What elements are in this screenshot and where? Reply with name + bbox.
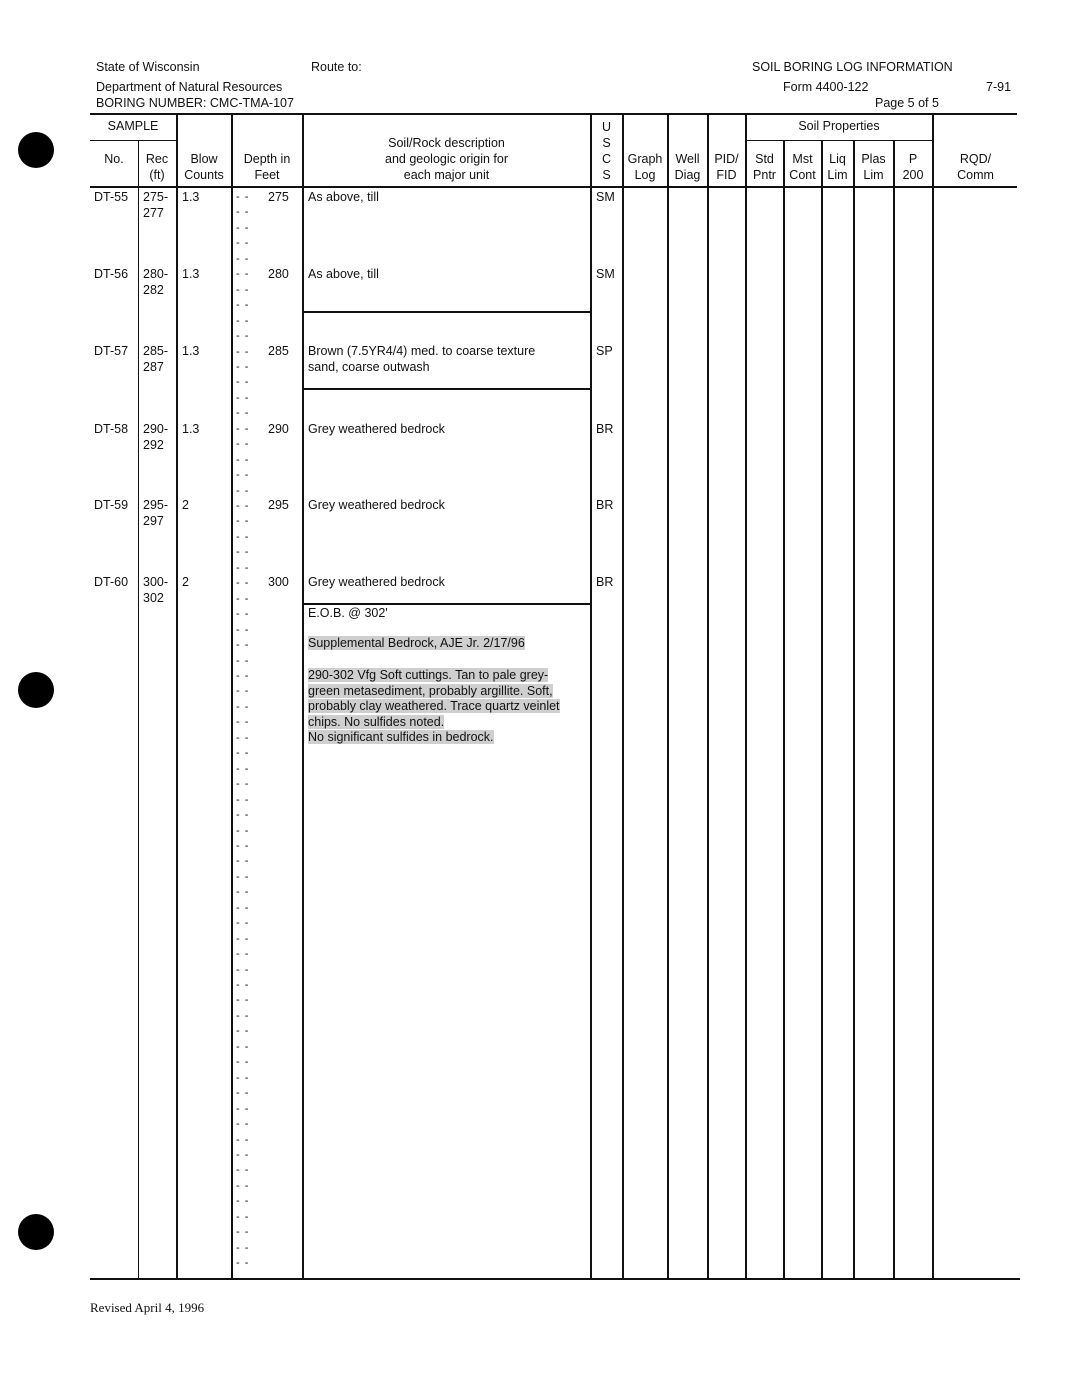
- depth-tick: - -: [236, 1272, 250, 1285]
- row-uscs: BR: [596, 498, 614, 512]
- row-rec-1: 285-: [143, 344, 169, 358]
- depth-tick: - -: [236, 376, 250, 389]
- punch-hole-bottom: [18, 1214, 54, 1250]
- depth-tick: - -: [236, 623, 250, 636]
- col-line-uscs: [590, 113, 592, 1279]
- col-line-well: [667, 113, 669, 1279]
- row-rec-1: 300-: [143, 575, 169, 589]
- col-line-depth: [231, 113, 233, 1279]
- depth-tick: - -: [236, 1133, 250, 1146]
- header-p200-1: P: [908, 152, 918, 166]
- depth-tick: - -: [236, 592, 250, 605]
- header-bottom-line: [90, 186, 1017, 188]
- depth-tick: - -: [236, 855, 250, 868]
- depth-tick: - -: [236, 870, 250, 883]
- depth-tick: - -: [236, 1257, 250, 1270]
- depth-tick: - -: [236, 716, 250, 729]
- depth-tick: - -: [236, 809, 250, 821]
- depth-tick: - -: [236, 530, 250, 543]
- depth-tick: - -: [236, 577, 250, 590]
- row-description: Grey weathered bedrock: [308, 422, 445, 436]
- row-description: Grey weathered bedrock: [308, 575, 445, 589]
- row-uscs: SM: [596, 190, 615, 204]
- header-rqd-1: RQD/: [959, 152, 992, 166]
- row-blow: 1.3: [182, 422, 200, 436]
- depth-tick: - -: [236, 747, 250, 760]
- row-description: As above, till: [308, 190, 379, 204]
- depth-tick: - -: [236, 469, 250, 482]
- row-no: DT-58: [94, 422, 129, 436]
- row-uscs: SP: [596, 344, 613, 358]
- depth-tick: - -: [236, 422, 250, 435]
- route-to-label: Route to:: [311, 60, 362, 74]
- row-no: DT-56: [94, 267, 129, 281]
- sample-underline: [90, 140, 177, 141]
- depth-tick: - -: [236, 453, 250, 466]
- header-std-2: Pntr: [753, 168, 776, 182]
- row-rec-1: 290-: [143, 422, 169, 436]
- header-uscs-3: C: [601, 152, 612, 166]
- desc-sep-1: [302, 311, 592, 313]
- col-line-rec: [138, 141, 139, 1279]
- row-rec: [143, 344, 168, 375]
- depth-tick: - -: [236, 932, 250, 945]
- bedrock-notes: [308, 668, 588, 746]
- depth-tick: - -: [236, 221, 250, 234]
- boring-number: BORING NUMBER: CMC-TMA-107: [96, 96, 294, 110]
- supplemental-note: [308, 636, 525, 652]
- depth-tick: - -: [236, 1102, 250, 1115]
- depth-tick: - -: [236, 1210, 250, 1223]
- depth-tick: - -: [236, 283, 250, 296]
- row-blow: 1.3: [182, 344, 200, 358]
- col-line-desc: [302, 113, 304, 1279]
- header-std: [746, 151, 783, 183]
- header-pid: [708, 151, 745, 183]
- depth-tick: - -: [236, 314, 250, 327]
- row-rec: [143, 422, 168, 453]
- col-line-liq: [821, 141, 823, 1279]
- desc-sep-2: [302, 388, 592, 390]
- header-rec: [138, 151, 176, 183]
- depth-tick: - -: [236, 917, 250, 930]
- header-p200-2: 200: [902, 168, 924, 182]
- header-graph-2: Log: [634, 168, 656, 182]
- row-rec-1: 295-: [143, 498, 169, 512]
- depth-tick: - -: [236, 1056, 250, 1069]
- depth-tick: - -: [236, 979, 250, 991]
- row-depth: 285: [268, 344, 289, 358]
- row-depth: 280: [268, 267, 289, 281]
- header-uscs: [591, 119, 622, 183]
- row-depth: 290: [268, 422, 289, 436]
- row-rec: [143, 190, 168, 221]
- depth-tick: - -: [236, 391, 250, 404]
- depth-tick: - -: [236, 793, 250, 806]
- depth-tick: - -: [236, 1071, 250, 1084]
- header-blow-2: Counts: [184, 168, 224, 182]
- depth-tick: - -: [236, 1179, 250, 1192]
- depth-tick: - -: [236, 639, 250, 652]
- punch-hole-middle: [18, 672, 54, 708]
- department-label: Department of Natural Resources: [96, 80, 283, 94]
- col-line-rqd: [932, 113, 934, 1279]
- header-rqd-2: Comm: [957, 168, 994, 182]
- header-uscs-2: S: [602, 136, 611, 150]
- col-line-blow: [176, 113, 178, 1279]
- col-line-graph: [622, 113, 624, 1279]
- header-plas-1: Plas: [861, 152, 886, 166]
- header-p200: [894, 151, 932, 183]
- depth-tick: - -: [236, 206, 250, 219]
- row-description: [308, 344, 535, 375]
- page-indicator: Page 5 of 5: [875, 96, 939, 110]
- row-rec-2: 302: [143, 590, 164, 605]
- depth-tick: - -: [236, 1241, 250, 1254]
- row-desc-2: sand, coarse outwash: [308, 359, 430, 374]
- header-blow-1: Blow: [190, 152, 218, 166]
- header-rec-1: Rec: [145, 152, 169, 166]
- header-liq-1: Liq: [829, 152, 846, 166]
- header-liq-2: Lim: [827, 168, 848, 182]
- depth-tick: - -: [236, 484, 250, 497]
- depth-tick: - -: [236, 608, 250, 621]
- header-well-1: Well: [675, 152, 700, 166]
- header-rqd: [934, 151, 1017, 183]
- depth-tick: - -: [236, 1025, 250, 1038]
- header-desc-1: Soil/Rock description: [388, 136, 505, 150]
- row-rec-2: 297: [143, 513, 164, 528]
- depth-tick: - -: [236, 670, 250, 682]
- header-well-2: Diag: [674, 168, 701, 182]
- depth-tick: - -: [236, 268, 250, 281]
- depth-tick: - -: [236, 778, 250, 791]
- row-depth: 275: [268, 190, 289, 204]
- depth-tick: - -: [236, 1087, 250, 1100]
- form-date: 7-91: [986, 80, 1012, 94]
- depth-tick: - -: [236, 252, 250, 265]
- header-rec-2: (ft): [149, 168, 165, 182]
- row-blow: 2: [182, 498, 189, 512]
- header-graph-1: Graph: [627, 152, 663, 166]
- row-rec-1: 275-: [143, 190, 169, 204]
- row-depth: 295: [268, 498, 289, 512]
- row-desc-1: Brown (7.5YR4/4) med. to coarse texture: [308, 344, 536, 358]
- state-label: State of Wisconsin: [96, 60, 200, 74]
- header-mst-2: Cont: [789, 168, 816, 182]
- row-rec: [143, 498, 168, 529]
- depth-tick: - -: [236, 1195, 250, 1208]
- depth-tick: - -: [236, 994, 250, 1007]
- soil-props-underline: [746, 140, 934, 141]
- row-uscs: BR: [596, 575, 614, 589]
- header-sample: SAMPLE: [107, 119, 159, 133]
- depth-tick: - -: [236, 515, 250, 528]
- depth-tick: - -: [236, 685, 250, 698]
- depth-tick: - -: [236, 407, 250, 420]
- depth-tick: - -: [236, 299, 250, 312]
- depth-tick: - -: [236, 500, 250, 512]
- header-no: No.: [104, 152, 124, 166]
- header-pid-2: FID: [716, 168, 737, 182]
- depth-tick: - -: [236, 886, 250, 899]
- row-blow: 1.3: [182, 267, 200, 281]
- depth-tick: - -: [236, 762, 250, 775]
- header-depth-1: Depth in: [243, 152, 291, 166]
- depth-tick: - -: [236, 191, 250, 203]
- header-std-1: Std: [755, 152, 774, 166]
- row-rec-2: 277: [143, 205, 164, 220]
- header-plas-2: Lim: [863, 168, 884, 182]
- row-uscs: BR: [596, 422, 614, 436]
- header-liq: [822, 151, 853, 183]
- row-blow: 2: [182, 575, 189, 589]
- table-top-line: [90, 113, 1017, 115]
- header-depth: [232, 151, 302, 183]
- row-blow: 1.3: [182, 190, 200, 204]
- depth-tick: - -: [236, 438, 250, 451]
- row-rec: [143, 267, 168, 298]
- table-bottom-line: [90, 1278, 1020, 1280]
- col-line-p200: [893, 141, 895, 1279]
- note-line-5: No significant sulfides in bedrock.: [308, 730, 494, 744]
- depth-tick: - -: [236, 1009, 250, 1022]
- end-of-boring: E.O.B. @ 302': [308, 606, 388, 620]
- row-description: As above, till: [308, 267, 379, 281]
- depth-tick: - -: [236, 360, 250, 373]
- depth-tick: - -: [236, 345, 250, 358]
- row-rec-1: 280-: [143, 267, 169, 281]
- col-line-plas: [853, 141, 855, 1279]
- note-line-4: chips. No sulfides noted.: [308, 714, 445, 729]
- revised-date: Revised April 4, 1996: [90, 1300, 205, 1315]
- depth-tick: - -: [236, 1148, 250, 1161]
- header-uscs-4: S: [602, 168, 611, 182]
- header-pid-1: PID/: [714, 152, 739, 166]
- header-description: [303, 135, 590, 183]
- header-well: [668, 151, 707, 183]
- header-desc-2: and geologic origin for: [385, 152, 508, 166]
- row-no: DT-60: [94, 575, 129, 589]
- depth-tick: - -: [236, 1040, 250, 1053]
- header-blow: [177, 151, 231, 183]
- row-no: DT-57: [94, 344, 129, 358]
- note-line-3: probably clay weathered. Trace quartz veinlet: [308, 699, 560, 713]
- row-no: DT-55: [94, 190, 129, 204]
- punch-hole-top: [18, 132, 54, 168]
- note-line-1: 290-302 Vfg Soft cuttings. Tan to pale grey-: [308, 668, 549, 682]
- header-plas: [854, 151, 893, 183]
- col-line-std: [745, 113, 747, 1279]
- header-depth-2: Feet: [254, 168, 280, 182]
- row-rec-2: 287: [143, 359, 164, 374]
- header-mst-1: Mst: [792, 152, 813, 166]
- header-desc-3: each major unit: [403, 168, 490, 182]
- depth-tick: - -: [236, 654, 250, 667]
- depth-tick: - -: [236, 237, 250, 250]
- depth-tick: - -: [236, 700, 250, 713]
- depth-tick: - -: [236, 901, 250, 914]
- header-uscs-1: U: [601, 120, 612, 134]
- header-graph: [623, 151, 667, 183]
- row-rec: [143, 575, 168, 606]
- form-title: SOIL BORING LOG INFORMATION: [752, 60, 953, 74]
- col-line-mst: [783, 141, 785, 1279]
- depth-tick: - -: [236, 1118, 250, 1130]
- depth-tick: - -: [236, 561, 250, 574]
- supplemental-text: Supplemental Bedrock, AJE Jr. 2/17/96: [308, 636, 525, 650]
- note-line-2: green metasediment, probably argillite. Soft,: [308, 683, 553, 698]
- row-rec-2: 292: [143, 437, 164, 452]
- depth-tick: - -: [236, 948, 250, 961]
- row-no: DT-59: [94, 498, 129, 512]
- depth-tick: - -: [236, 731, 250, 744]
- depth-tick: - -: [236, 839, 250, 852]
- row-rec-2: 282: [143, 282, 164, 297]
- col-line-pid: [707, 113, 709, 1279]
- header-soil-properties: Soil Properties: [798, 119, 880, 133]
- depth-tick: - -: [236, 963, 250, 976]
- depth-tick: - -: [236, 546, 250, 559]
- depth-tick: - -: [236, 1164, 250, 1177]
- depth-tick: - -: [236, 1226, 250, 1239]
- row-description: Grey weathered bedrock: [308, 498, 445, 512]
- depth-tick: - -: [236, 330, 250, 342]
- depth-tick: - -: [236, 824, 250, 837]
- row-uscs: SM: [596, 267, 615, 281]
- row-depth: 300: [268, 575, 289, 589]
- form-number: Form 4400-122: [783, 80, 869, 94]
- header-mst: [784, 151, 821, 183]
- desc-sep-3: [302, 603, 592, 605]
